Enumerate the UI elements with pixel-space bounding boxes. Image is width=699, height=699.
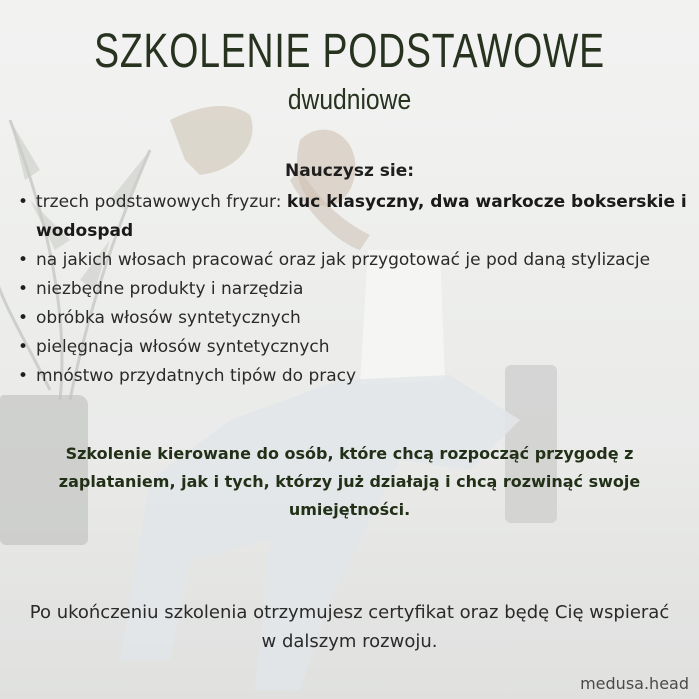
audience-text: Szkolenie kierowane do osób, które chcą rozpocząć przygodę z zaplataniem, jak i tych, którzy już działają i chcą rozwinąć swoje umiejętności. (58, 444, 641, 519)
list-item (14, 304, 690, 333)
list-item (14, 362, 690, 391)
learn-list (14, 188, 690, 391)
list-item-text: obróbka włosów syntetycznych (36, 308, 301, 328)
list-item-text: pielęgnacja włosów syntetycznych (36, 337, 330, 357)
list-item-bold: kuc klasyczny, dwa warkocze bokserskie i wodospad (36, 192, 687, 241)
certificate-text: Po ukończeniu szkolenia otrzymujesz certyfikat oraz będę Cię wspierać w dalszym rozwoju. (29, 602, 670, 652)
list-item-text: trzech podstawowych fryzur: (36, 192, 287, 212)
list-item (14, 275, 690, 304)
list-item-text: mnóstwo przydatnych tipów do pracy (36, 366, 357, 386)
page-subtitle: dwudniowe (287, 84, 412, 116)
page-title: SZKOLENIE PODSTAWOWE (94, 25, 605, 78)
instagram-handle: medusa.head (580, 674, 689, 693)
list-item-text: na jakich włosach pracować oraz jak przygotować je pod daną stylizacje (36, 250, 651, 270)
list-item (14, 333, 690, 362)
list-item-text: niezbędne produkty i narzędzia (36, 279, 304, 299)
learn-heading: Nauczysz sie: (284, 161, 415, 181)
list-item (14, 188, 690, 246)
list-item (14, 246, 690, 275)
